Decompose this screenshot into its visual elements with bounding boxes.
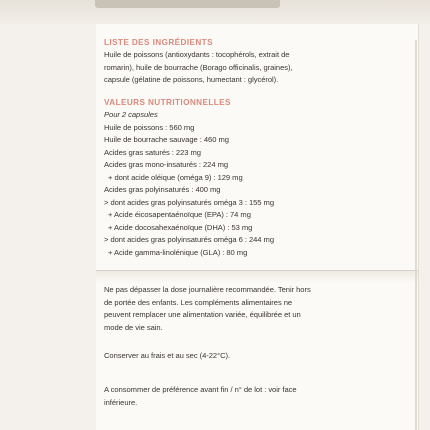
serving-size: Pour 2 capsules: [104, 110, 158, 119]
warning-line: de portée des enfants. Les compléments alimentaires ne: [104, 297, 293, 307]
storage-section: [104, 350, 410, 363]
nutrition-line: + dont acide oléique (oméga 9) : 129 mg: [108, 172, 243, 182]
nutrition-line: Acides gras polyinsaturés : 400 mg: [104, 185, 221, 194]
warning-line: peuvent remplacer une alimentation variée, équilibrée et un: [104, 310, 301, 319]
ingredients-line: romarin), huile de bourrache (Borago officinalis, graines),: [104, 62, 293, 72]
nutrition-line: > dont acides gras polyinsaturés oméga 6 : 244 mg: [104, 235, 274, 244]
storage-text: Conserver au frais et au sec (4-22°C).: [104, 351, 231, 360]
ingredients-section: [104, 38, 410, 87]
label-panel: [96, 24, 419, 430]
warning-section: [104, 284, 410, 334]
best-before-line: A consommer de préférence avant fin / n° de lot : voir face: [104, 385, 297, 394]
best-before-section: [104, 384, 410, 409]
ingredients-line: capsule (gélatine de poissons, humectant : glycérol).: [104, 75, 279, 84]
fold-shadow: [96, 271, 418, 283]
best-before-line: inférieure.: [104, 397, 138, 407]
nutrition-line: Acides gras saturés : 223 mg: [104, 147, 201, 157]
package-edge: [415, 40, 417, 430]
nutrition-heading: VALEURS NUTRITIONNELLES: [104, 98, 231, 107]
nutrition-line: Huile de bourrache sauvage : 460 mg: [104, 135, 229, 144]
nutrition-line: Huile de poissons : 560 mg: [104, 122, 195, 132]
warning-line: mode de vie sain.: [104, 322, 163, 332]
ingredients-heading: LISTE DES INGRÉDIENTS: [104, 38, 213, 47]
nutrition-section: [104, 98, 410, 259]
nutrition-line: + Acide gamma-linolénique (GLA) : 80 mg: [108, 247, 248, 257]
package-flap: [95, 0, 280, 8]
ingredients-line: Huile de poissons (antioxydants : tocophérols, extrait de: [104, 50, 290, 59]
nutrition-line: + Acide éicosapentaénoïque (EPA) : 74 mg: [108, 210, 251, 219]
nutrition-line: Acides gras mono-insaturés : 224 mg: [104, 160, 229, 169]
warning-line: Ne pas dépasser la dose journalière recommandée. Tenir hors: [104, 285, 311, 294]
nutrition-line: > dont acides gras polyinsaturés oméga 3 : 155 mg: [104, 197, 274, 207]
nutrition-line: + Acide docosahexaénoïque (DHA) : 53 mg: [108, 222, 253, 232]
